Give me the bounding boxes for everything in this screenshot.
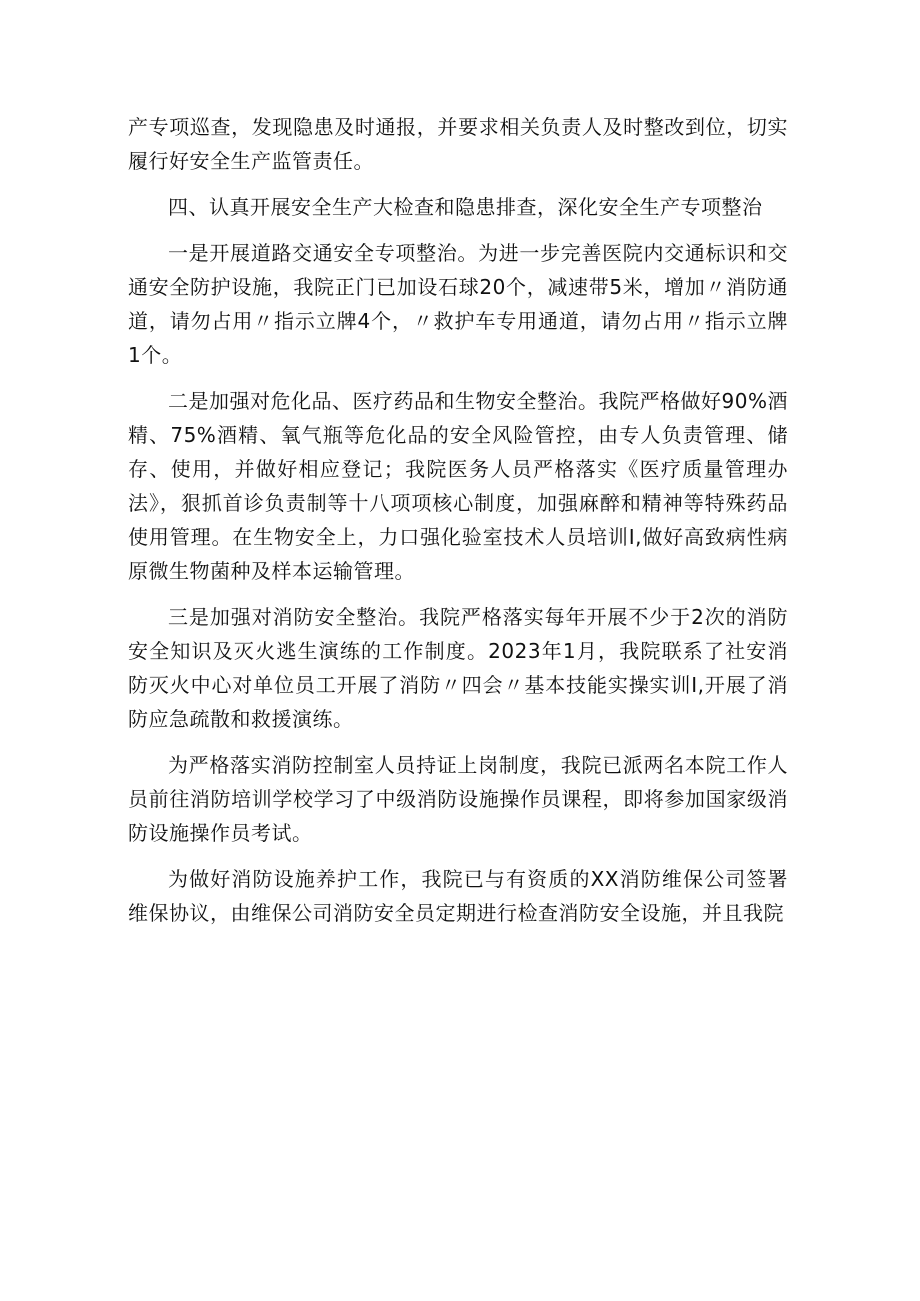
paragraph-fire-control-room: 为严格落实消防控制室人员持证上岗制度，我院已派两名本院工作人员前往消防培训学校学习了中级消防设施操作员课程，即将参加国家级消防设施操作员考试。 [128,753,788,845]
document-body [128,110,788,942]
paragraph-traffic-safety: 一是开展道路交通安全专项整治。为进一步完善医院内交通标识和交通安全防护设施，我院正门已加设石球20个，减速带5米，增加〃消防通道，请勿占用〃指示立牌4个，〃救护车专用通道，请勿占用〃指示立牌1个。 [128,241,788,367]
paragraph-hazardous-materials: 二是加强对危化品、医疗药品和生物安全整治。我院严格做好90%酒精、75%酒精、氧气瓶等危化品的安全风险管控，由专人负责管理、储存、使用，并做好相应登记；我院医务人员严格落实《医疗质量管理办法》，狠抓首诊负责制等十八项项核心制度，加强麻醉和精神等特殊药品使用管理。在生物安全上，力口强化验室技术人员培训I,做好高致病性病原微生物菌种及样本运输管理。 [128,389,788,583]
section-heading-4: 四、认真开展安全生产大检查和隐患排查，深化安全生产专项整治 [168,195,763,219]
paragraph-fire-maintenance: 为做好消防设施养护工作，我院已与有资质的XX消防维保公司签署维保协议，由维保公司消防安全员定期进行检查消防安全设施，并且我院 [128,867,788,925]
paragraph-1: 产专项巡查，发现隐患及时通报，并要求相关负责人及时整改到位，切实履行好安全生产监管责任。 [128,115,788,173]
paragraph-fire-safety: 三是加强对消防安全整治。我院严格落实每年开展不少于2次的消防安全知识及灭火逃生演练的工作制度。2023年1月，我院联系了社安消防灭火中心对单位员工开展了消防〃四会〃基本技能实操实训I,开展了消防应急疏散和救援演练。 [128,605,788,731]
